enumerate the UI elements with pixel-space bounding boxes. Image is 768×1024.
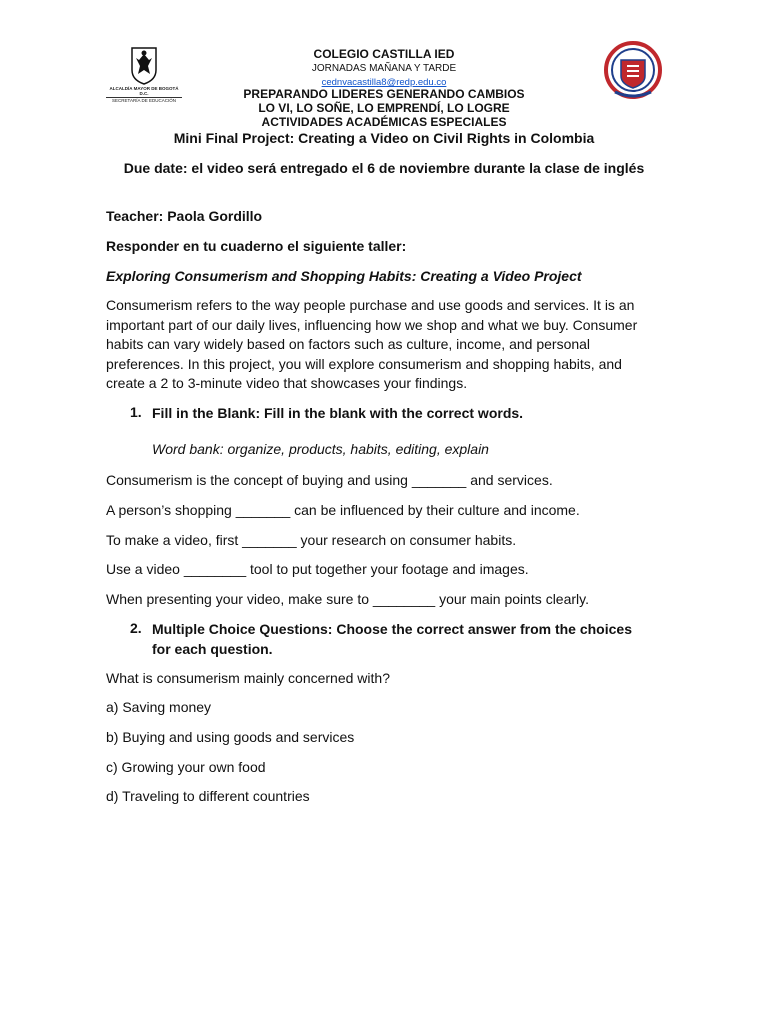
instruction: Responder en tu cuaderno el siguiente taller: (106, 238, 407, 254)
school-email-link[interactable]: cednvacastilla8@redp.edu.co (321, 77, 447, 88)
school-crest-icon (603, 40, 663, 100)
section-1-heading: Fill in the Blank: Fill in the blank with the correct words. (152, 405, 524, 421)
fill-blank-sentence: When presenting your video, make sure to ________ your main points clearly. (106, 591, 590, 607)
school-emblem (603, 40, 663, 100)
activities-heading: ACTIVIDADES ACADÉMICAS ESPECIALES (261, 115, 507, 129)
bogota-logo (106, 44, 182, 106)
mc-option: c) Growing your own food (106, 759, 266, 775)
school-motto-1: PREPARANDO LIDERES GENERANDO CAMBIOS (243, 87, 525, 101)
mc-question: What is consumerism mainly concerned with? (106, 670, 390, 686)
due-date: Due date: el video será entregado el 6 de noviembre durante la clase de inglés (123, 160, 645, 176)
teacher-name: Teacher: Paola Gordillo (106, 208, 263, 224)
intro-paragraph: Consumerism refers to the way people purchase and use goods and services. It is an important part of our daily lives, influencing how we shop and what we buy. Consumer habits can vary widely based on factors such as culture, income, and personal preferences. In this project, you will explore consumerism and shopping habits, and create a 2 to 3-minute video that showcases your findings. (106, 297, 638, 391)
word-bank: Word bank: organize, products, habits, editing, explain (152, 441, 489, 457)
logo-caption: ALCALDÍA MAYOR DE BOGOTÁ D.C. (109, 86, 179, 96)
fill-blank-sentence: Use a video ________ tool to put together your footage and images. (106, 561, 529, 577)
mc-option: b) Buying and using goods and services (106, 729, 355, 745)
subtitle: Exploring Consumerism and Shopping Habits: Creating a Video Project (106, 268, 582, 284)
section-2-number: 2. (130, 620, 142, 636)
school-shifts: JORNADAS MAÑANA Y TARDE (311, 63, 457, 74)
fill-blank-sentence: A person’s shopping _______ can be influenced by their culture and income. (106, 502, 580, 518)
mc-option: d) Traveling to different countries (106, 788, 310, 804)
school-name: COLEGIO CASTILLA IED (313, 47, 455, 61)
coat-of-arms-icon (106, 44, 182, 86)
school-motto-2: LO VI, LO SOÑE, LO EMPRENDÍ, LO LOGRE (258, 101, 510, 115)
fill-blank-sentence: To make a video, first _______ your research on consumer habits. (106, 532, 517, 548)
section-2-heading: Multiple Choice Questions: Choose the correct answer from the choices for each question. (152, 621, 632, 657)
section-1-number: 1. (130, 404, 142, 420)
fill-blank-sentence: Consumerism is the concept of buying and using _______ and services. (106, 472, 553, 488)
mc-option: a) Saving money (106, 699, 212, 715)
logo-caption-secondary: SECRETARÍA DE EDUCACIÓN (106, 97, 182, 103)
project-title: Mini Final Project: Creating a Video on Civil Rights in Colombia (173, 130, 595, 146)
